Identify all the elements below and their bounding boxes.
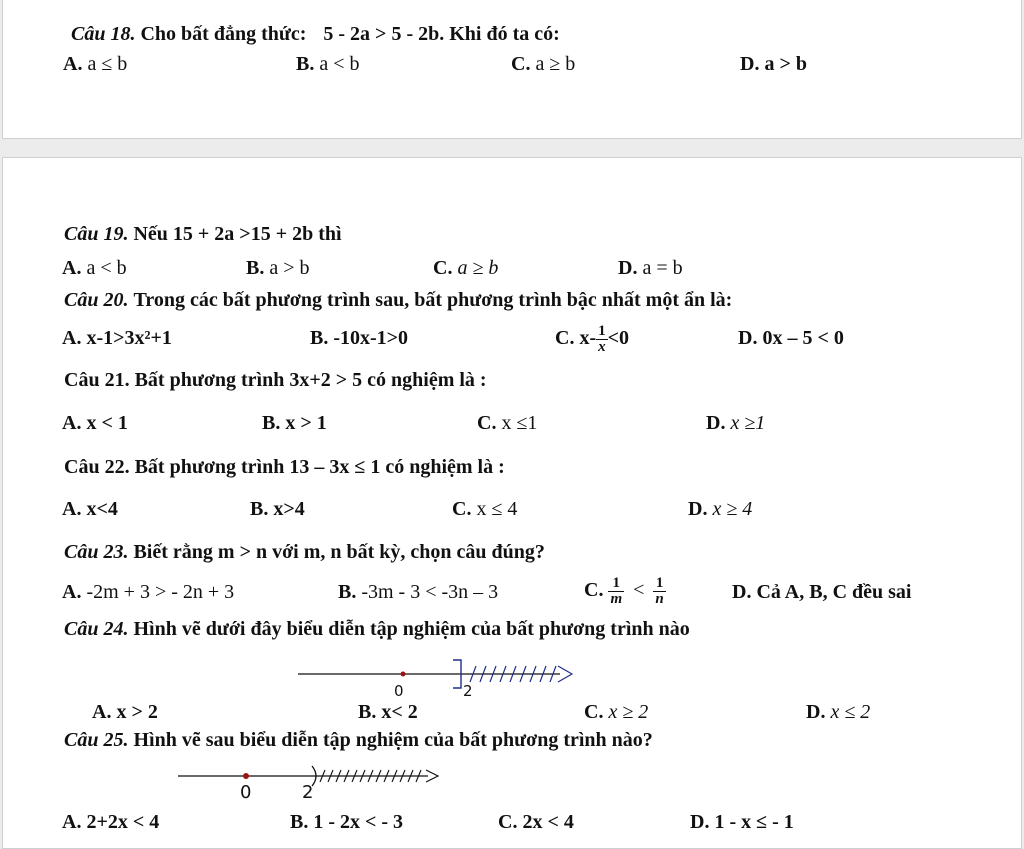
q25-option-b[interactable]: B. 1 - 2x < - 3: [290, 811, 404, 833]
q25-option-c[interactable]: C. 2x < 4: [498, 811, 574, 833]
q23-label: Câu 23.: [64, 541, 129, 563]
q21-option-a[interactable]: A. x < 1: [62, 412, 128, 434]
q25-axis-label-0: 0: [240, 782, 252, 803]
q20-option-c[interactable]: C. x- $\frac{1}{x}$ <0: [555, 322, 630, 355]
q23-fraction-left: $\frac{1}{m}$: [610, 574, 623, 607]
q20-fraction: $\frac{1}{x}$: [598, 322, 606, 355]
q24-option-a[interactable]: A. x > 2: [92, 701, 158, 723]
q20-option-a[interactable]: A. x-1>3x²+1: [62, 327, 172, 349]
q19-option-d[interactable]: D. a = b: [618, 257, 683, 279]
q19-option-b[interactable]: B. a > b: [246, 257, 310, 279]
q18-option-a[interactable]: A. a ≤ b: [63, 53, 128, 75]
q24-axis-label-2: 2: [463, 682, 473, 700]
q20-option-d[interactable]: D. 0x – 5 < 0: [738, 327, 844, 349]
q21-option-c[interactable]: C. x ≤1: [477, 412, 538, 434]
q22-stem: Câu 22. Bất phương trình 13 – 3x ≤ 1 có nghiệm là :: [64, 456, 505, 478]
q25-axis-label-2: 2: [302, 782, 314, 803]
q18-label: Câu 18.: [71, 23, 136, 45]
q24-arrowhead: [558, 666, 572, 682]
q25-zero-point: [243, 773, 249, 779]
q23-option-b[interactable]: B. -3m - 3 < -3n – 3: [338, 581, 499, 603]
q18-stem: [71, 22, 560, 46]
q22-option-c[interactable]: C. x ≤ 4: [452, 498, 518, 520]
q19-label: Câu 19.: [64, 223, 129, 245]
q22-option-b[interactable]: B. x>4: [250, 498, 305, 520]
q20-stem: [64, 288, 732, 312]
q24-hatching: [470, 666, 556, 682]
q23-option-d[interactable]: D. Cả A, B, C đều sai: [732, 581, 912, 603]
q25-option-d[interactable]: D. 1 - x ≤ - 1: [690, 811, 794, 833]
q20-label: Câu 20.: [64, 289, 129, 311]
q25-number-line: [170, 762, 460, 796]
q18-option-c[interactable]: C. a ≥ b: [511, 53, 576, 75]
q24-zero-point: [401, 672, 406, 677]
q24-number-line: [290, 652, 590, 698]
q24-option-b[interactable]: B. x< 2: [358, 701, 418, 723]
q23-option-a[interactable]: A. -2m + 3 > - 2n + 3: [62, 581, 235, 603]
q24-option-d[interactable]: D. x ≤ 2: [806, 701, 871, 723]
q25-label: Câu 25.: [64, 729, 129, 751]
q18-text: Cho bất đẳng thức:: [140, 23, 307, 45]
q25-text: Hình vẽ sau biểu diễn tập nghiệm của bất phương trình nào?: [133, 729, 653, 751]
q23-fraction-right: $\frac{1}{n}$: [655, 574, 664, 607]
question-card-18: [2, 0, 1022, 139]
q21-option-b[interactable]: B. x > 1: [262, 412, 327, 434]
q20-option-b[interactable]: B. -10x-1>0: [310, 327, 409, 349]
q19-text: Nếu 15 + 2a >15 + 2b thì: [133, 223, 342, 245]
q18-expr: 5 - 2a > 5 - 2b. Khi đó ta có:: [323, 23, 560, 45]
q24-label: Câu 24.: [64, 618, 129, 640]
q24-stem: [64, 617, 690, 641]
q24-option-c[interactable]: C. x ≥ 2: [584, 701, 649, 723]
q19-option-c[interactable]: C. a ≥ b: [433, 257, 499, 279]
q23-text: Biết rằng m > n với m, n bất kỳ, chọn câu đúng?: [133, 541, 545, 563]
q18-option-d[interactable]: D. a > b: [740, 53, 807, 75]
q25-stem: [64, 728, 653, 752]
q18-option-b[interactable]: B. a < b: [296, 53, 360, 75]
q23-stem: [64, 540, 545, 564]
q25-option-a[interactable]: A. 2+2x < 4: [62, 811, 160, 833]
q24-axis-label-0: 0: [394, 682, 404, 700]
q21-stem: Câu 21. Bất phương trình 3x+2 > 5 có nghiệm là :: [64, 369, 487, 391]
q21-option-d[interactable]: D. x ≥1: [706, 412, 766, 434]
q22-option-d[interactable]: D. x ≥ 4: [688, 498, 753, 520]
q19-option-a[interactable]: A. a < b: [62, 257, 127, 279]
q22-option-a[interactable]: A. x<4: [62, 498, 118, 520]
q24-text: Hình vẽ dưới đây biểu diễn tập nghiệm của bất phương trình nào: [133, 618, 690, 640]
q20-text: Trong các bất phương trình sau, bất phương trình bậc nhất một ẩn là:: [133, 289, 733, 311]
q23-option-c[interactable]: C. $\frac{1}{m}$ < $\frac{1}{n}$: [584, 574, 664, 607]
q19-stem: [64, 222, 342, 246]
